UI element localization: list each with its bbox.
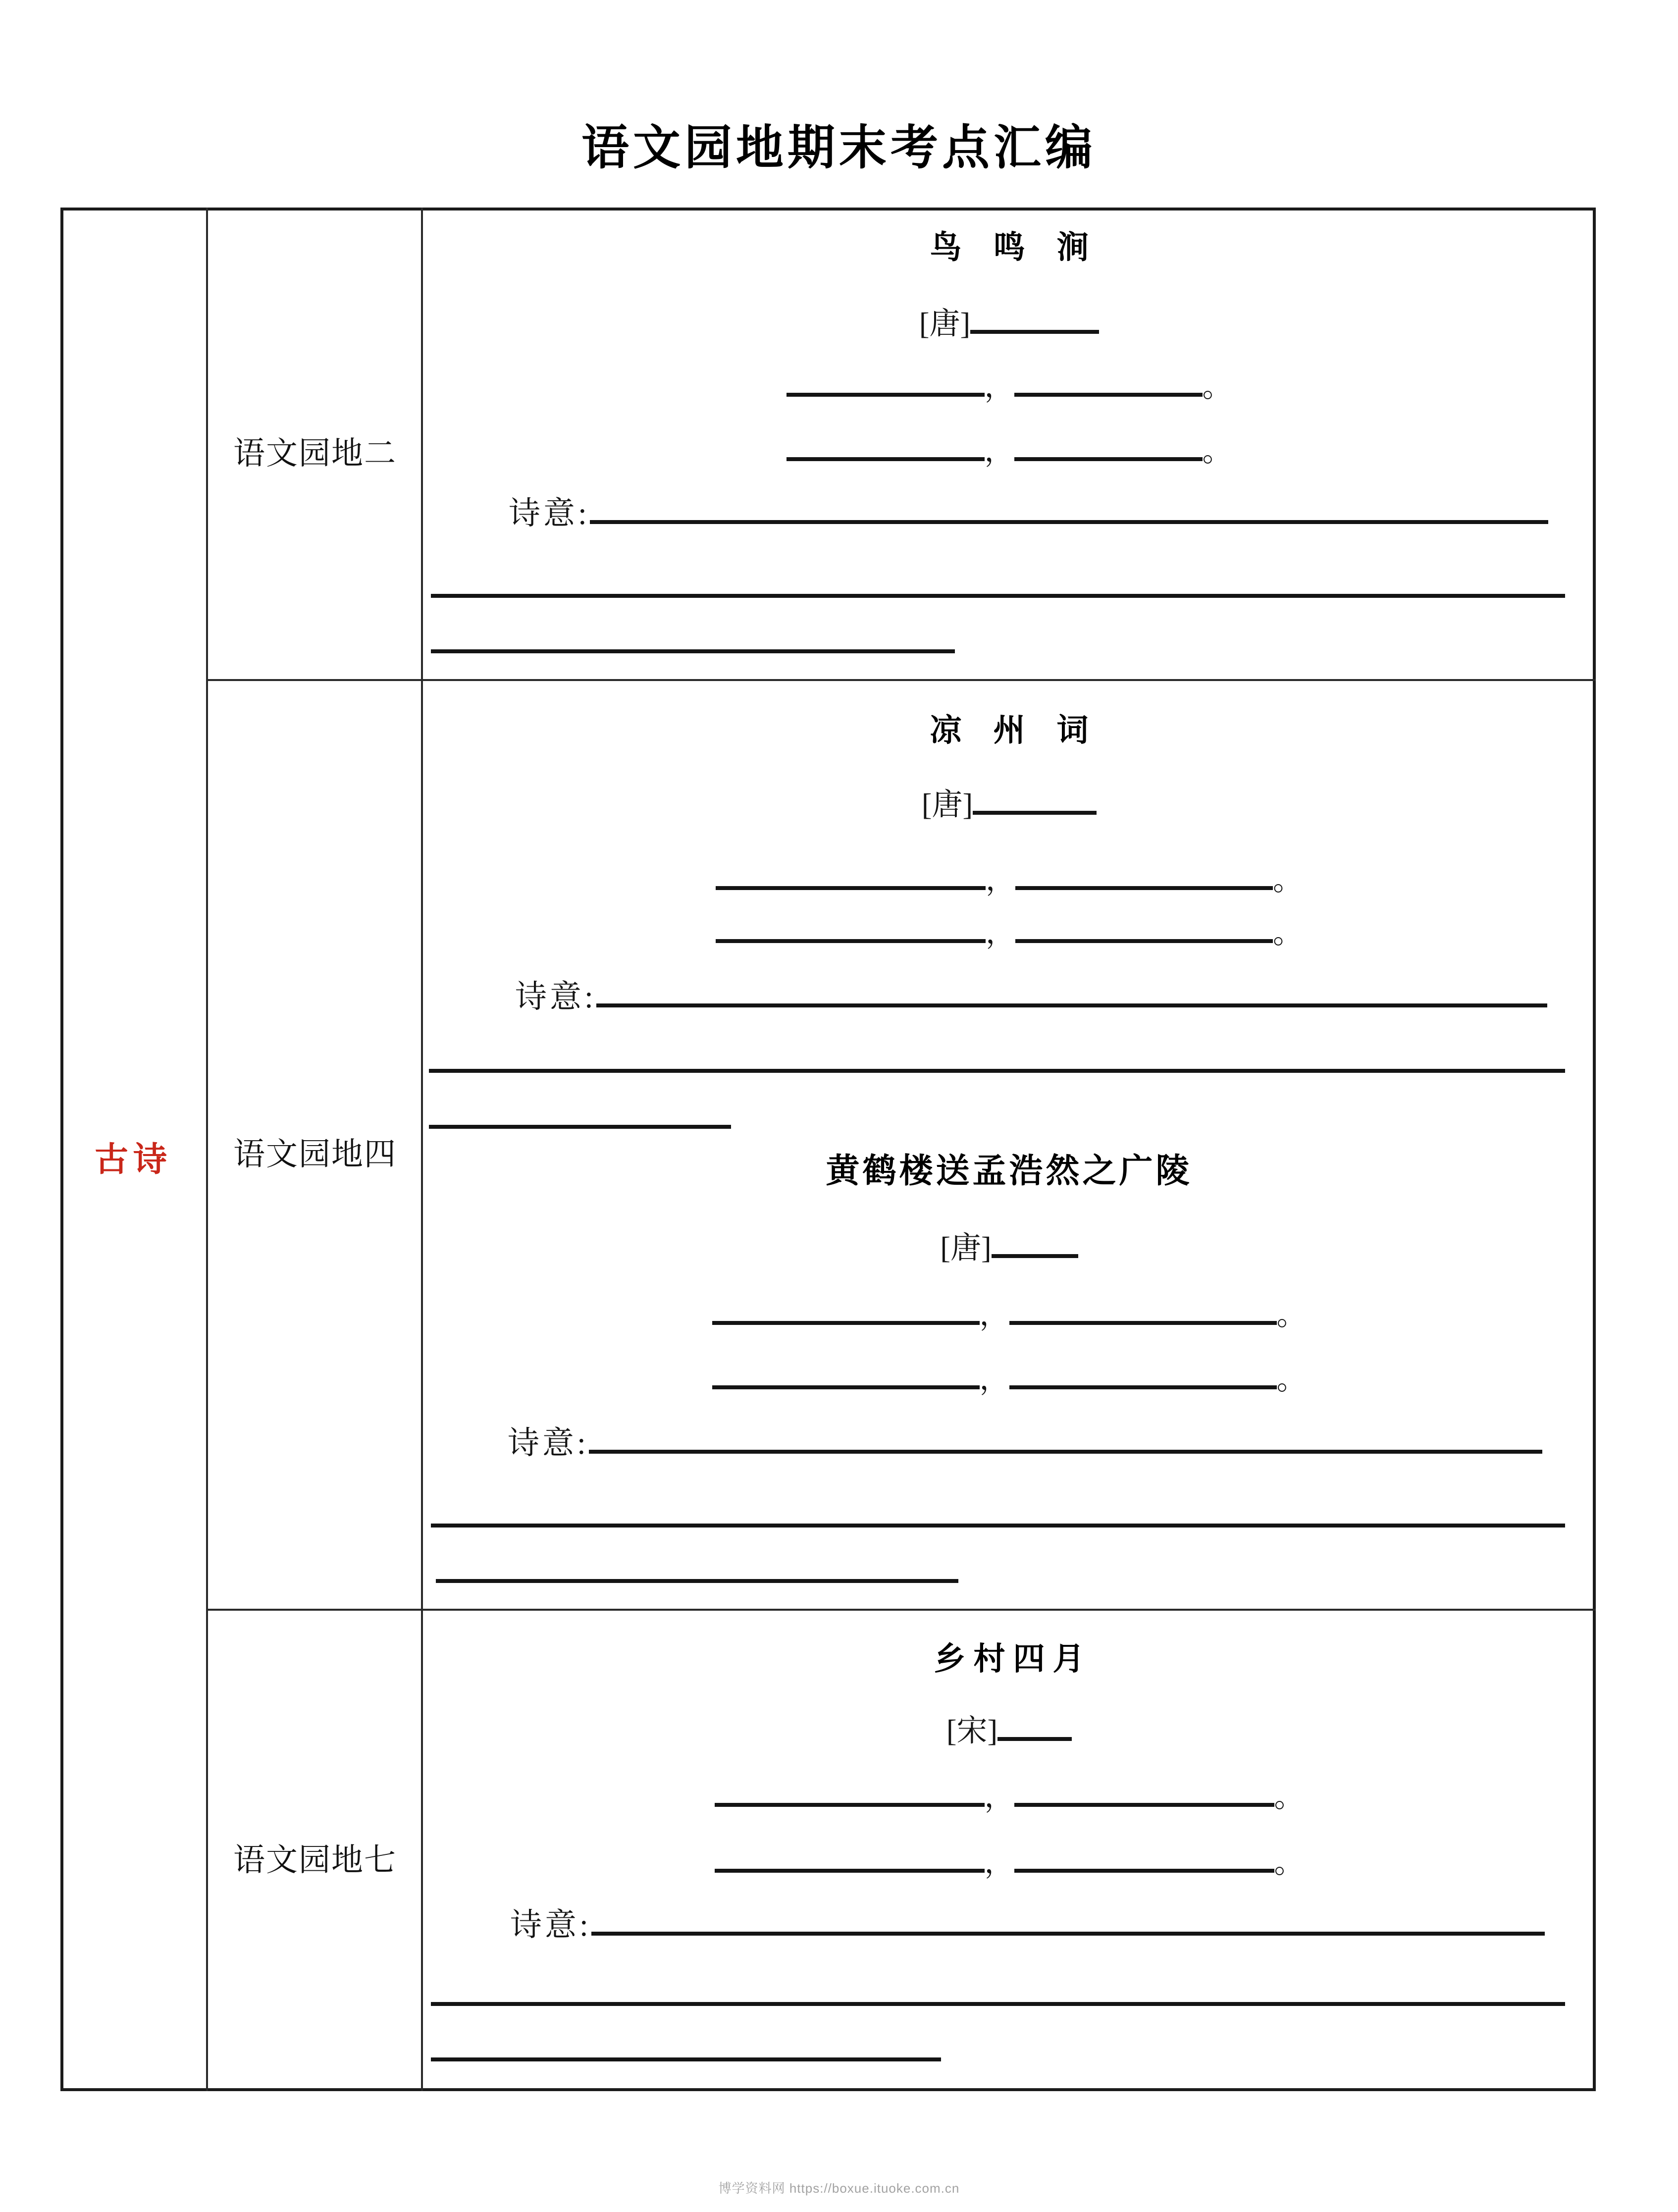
- category-label-gushi: 古诗: [94, 1141, 172, 1178]
- verse-blank: [712, 1383, 980, 1389]
- writing-line-short: [436, 1579, 958, 1583]
- comma: ，: [984, 435, 1014, 468]
- shiyi-row: [509, 498, 1548, 529]
- verse-line-2: [422, 436, 1596, 466]
- unit-label-yuwenyuandi-7: 语文园地七: [233, 1843, 397, 1878]
- verse-line-2: [422, 1365, 1596, 1394]
- shiyi-label: 诗意:: [510, 1907, 591, 1943]
- verse-blank: [1014, 391, 1203, 397]
- poem-title: 凉 州 词: [930, 713, 1089, 748]
- dynasty-bracket: [宋]: [946, 1714, 998, 1748]
- verse-line-1: [422, 1782, 1596, 1812]
- shiyi-label: 诗意:: [509, 496, 590, 531]
- dynasty-bracket: [唐]: [940, 1231, 992, 1265]
- verse-blank: [1009, 1383, 1277, 1389]
- verse-blank: [716, 884, 986, 890]
- comma: ，: [984, 370, 1014, 403]
- period: 。: [1276, 1363, 1307, 1396]
- period: 。: [1273, 917, 1303, 949]
- verse-line-1: [422, 372, 1596, 402]
- verse-line-1: [422, 1300, 1596, 1330]
- verse-blank: [712, 1319, 980, 1325]
- verse-blank: [715, 1801, 985, 1807]
- poem-author-line: [422, 1233, 1596, 1264]
- period: 。: [1276, 1299, 1307, 1331]
- shiyi-blank: [589, 1448, 1542, 1454]
- verse-blank: [787, 391, 985, 397]
- shiyi-row: [515, 981, 1547, 1013]
- unit-label-yuwenyuandi-2: 语文园地二: [233, 436, 397, 471]
- shiyi-label: 诗意:: [515, 979, 596, 1014]
- comma: ，: [984, 1781, 1014, 1813]
- verse-blank: [716, 937, 986, 943]
- comma: ，: [986, 917, 1015, 949]
- writing-line-short: [431, 2057, 941, 2061]
- poem-author-line: [422, 790, 1596, 820]
- dynasty-bracket: [唐]: [921, 788, 973, 822]
- verse-blank: [1014, 1801, 1274, 1807]
- shiyi-blank: [596, 1001, 1547, 1007]
- comma: ，: [979, 1299, 1009, 1331]
- writing-line: [431, 594, 1565, 598]
- period: 。: [1202, 435, 1232, 468]
- shiyi-blank: [591, 1930, 1545, 1936]
- verse-blank: [1014, 1867, 1274, 1873]
- author-blank: [997, 1735, 1072, 1741]
- period: 。: [1274, 1846, 1304, 1879]
- period: 。: [1273, 864, 1303, 896]
- author-blank: [973, 809, 1097, 815]
- writing-line-short: [431, 649, 955, 653]
- shiyi-blank: [590, 518, 1548, 524]
- comma: ，: [986, 864, 1015, 896]
- poem-author-line: [422, 1716, 1596, 1746]
- verse-blank: [1009, 1319, 1277, 1325]
- writing-line: [431, 2002, 1565, 2006]
- author-blank: [992, 1252, 1078, 1258]
- poem-title: 乡 村 四 月: [934, 1641, 1085, 1677]
- poem-title: 黄鹤楼送孟浩然之广陵: [826, 1152, 1193, 1190]
- comma: ，: [979, 1363, 1009, 1396]
- watermark-text: 博学资料网 https://boxue.ituoke.com.cn: [718, 2181, 960, 2196]
- writing-line: [431, 1524, 1565, 1527]
- poem-title: 鸟 鸣 涧: [930, 230, 1089, 265]
- row-divider-1: [206, 679, 1596, 681]
- unit-label-yuwenyuandi-4: 语文园地四: [233, 1137, 397, 1172]
- verse-blank: [1015, 884, 1273, 890]
- row-divider-2: [206, 1609, 1596, 1611]
- period: 。: [1274, 1781, 1304, 1813]
- writing-line-short: [429, 1125, 731, 1129]
- shiyi-row: [508, 1427, 1542, 1459]
- author-blank: [970, 328, 1099, 334]
- dynasty-bracket: [唐]: [919, 307, 971, 341]
- verse-blank: [787, 455, 985, 461]
- verse-line-2: [422, 918, 1596, 948]
- page-title: 语文园地期末考点汇编: [581, 121, 1097, 174]
- verse-line-2: [422, 1848, 1596, 1878]
- writing-line: [429, 1069, 1565, 1073]
- poem-author-line: [422, 309, 1596, 339]
- comma: ，: [984, 1846, 1014, 1879]
- verse-blank: [715, 1867, 985, 1873]
- period: 。: [1202, 370, 1232, 403]
- verse-blank: [1014, 455, 1203, 461]
- verse-blank: [1015, 937, 1273, 943]
- shiyi-label: 诗意:: [508, 1425, 589, 1461]
- verse-line-1: [422, 865, 1596, 895]
- shiyi-row: [510, 1909, 1545, 1941]
